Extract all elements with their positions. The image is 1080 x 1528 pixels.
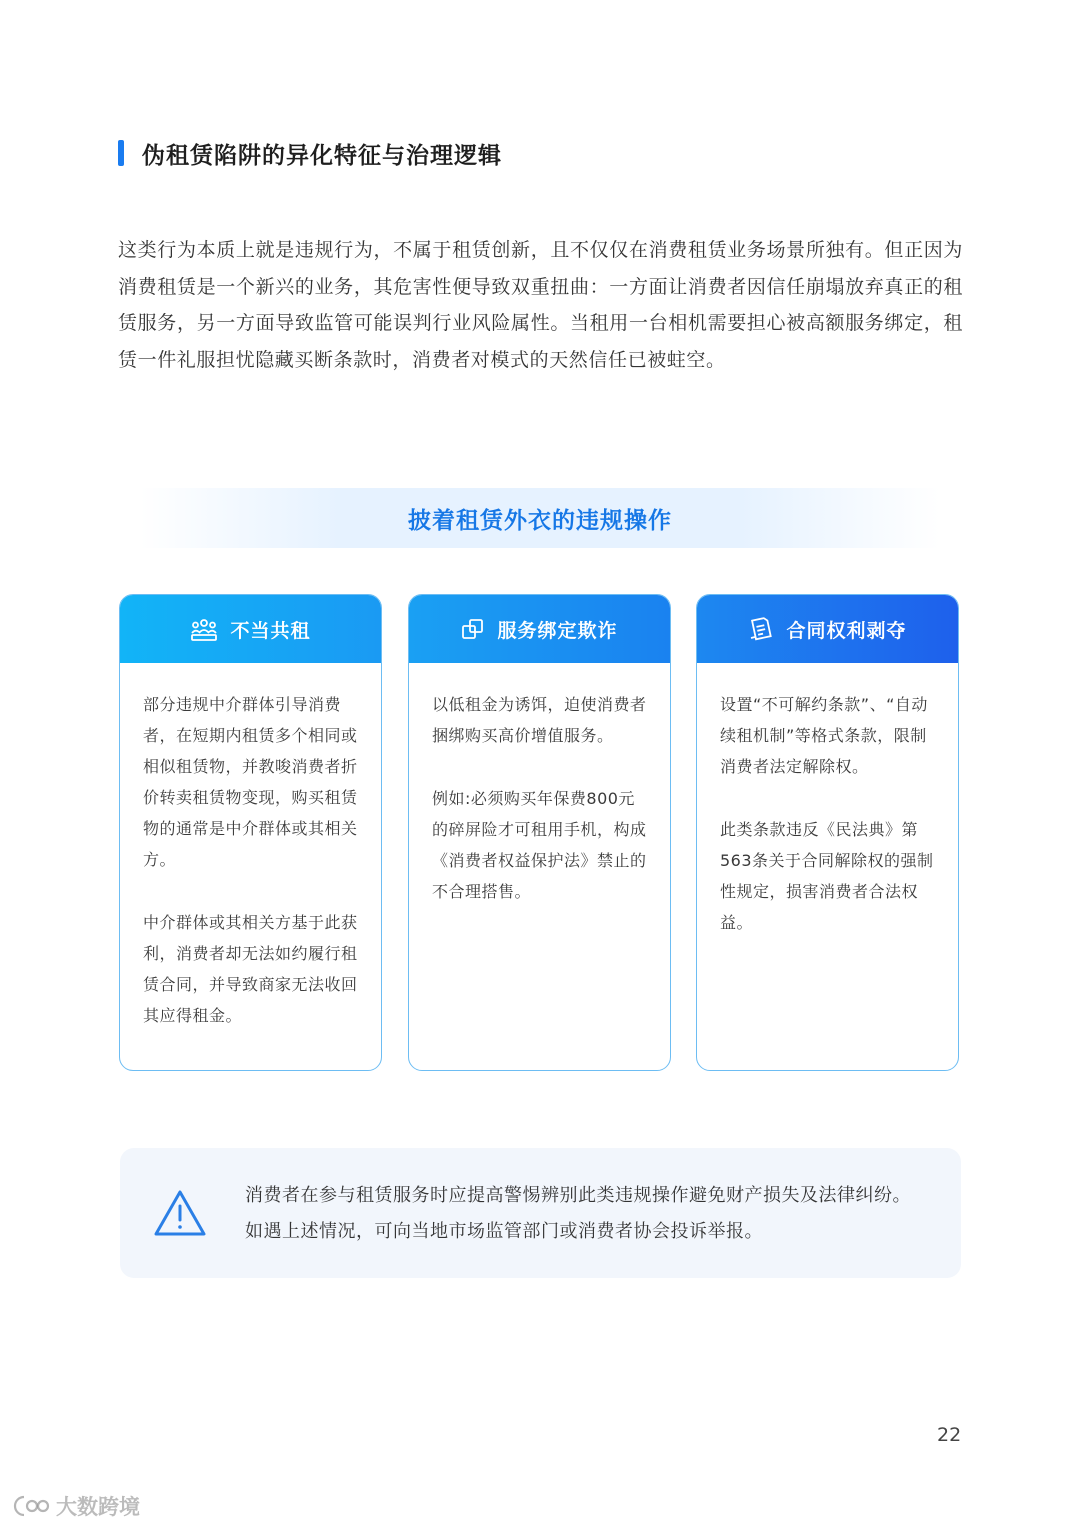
watermark bbox=[10, 1491, 140, 1521]
warning-icon bbox=[153, 1188, 207, 1242]
card-paragraph: 以低租金为诱饵，迫使消费者捆绑购买高价增值服务。 bbox=[432, 695, 647, 745]
card-paragraph: 中介群体或其相关方基于此获利，消费者却无法如约履行租赁合同，并导致商家无法收回其应得租金。 bbox=[143, 913, 358, 1025]
card-header bbox=[409, 595, 670, 663]
bundle-icon bbox=[461, 617, 485, 641]
watermark-text: 大数跨境 bbox=[56, 1495, 140, 1519]
crowd-icon bbox=[190, 616, 218, 642]
violations-banner bbox=[140, 488, 940, 548]
card-paragraph: 设置“不可解约条款”、“自动续租机制”等格式条款，限制消费者法定解除权。 bbox=[720, 695, 928, 776]
warning-notice bbox=[120, 1148, 961, 1278]
card-title: 合同权利剥夺 bbox=[786, 619, 907, 642]
card-header bbox=[120, 595, 381, 663]
card-paragraph: 此类条款违反《民法典》第563条关于合同解除权的强制性规定，损害消费者合法权益。 bbox=[720, 820, 934, 932]
card-improper-co-rental bbox=[119, 594, 382, 1071]
card-header bbox=[697, 595, 958, 663]
intro-paragraph: 这类行为本质上就是违规行为，不属于租赁创新，且不仅仅在消费租赁业务场景所独有。但正因为消费租赁是一个新兴的业务，其危害性便导致双重扭曲：一方面让消费者因信任崩塌放弃真正的租赁服务，另一方面导致监管可能误判行业风险属性。当租用一台相机需要担心被高额服务绑定，租赁一件礼服担忧隐藏买断条款时，消费者对模式的天然信任已被蛀空。 bbox=[118, 239, 963, 371]
card-body bbox=[409, 663, 670, 907]
card-contract-rights-deprivation bbox=[696, 594, 959, 1071]
card-title: 不当共租 bbox=[230, 619, 311, 642]
notice-text bbox=[245, 1178, 945, 1250]
section-heading bbox=[118, 136, 502, 170]
banner-title: 披着租赁外衣的违规操作 bbox=[408, 507, 672, 534]
card-paragraph: 部分违规中介群体引导消费者，在短期内租赁多个相同或相似租赁物，并教唆消费者折价转卖租赁物变现，购买租赁物的通常是中介群体或其相关方。 bbox=[143, 695, 358, 869]
watermark-logo-icon bbox=[10, 1493, 50, 1519]
section-title: 伪租赁陷阱的异化特征与治理逻辑 bbox=[142, 142, 502, 169]
card-body bbox=[697, 663, 958, 938]
contract-icon bbox=[748, 616, 774, 642]
heading-accent-bar bbox=[118, 140, 124, 166]
notice-line: 如遇上述情况，可向当地市场监管部门或消费者协会投诉举报。 bbox=[245, 1221, 763, 1242]
card-paragraph: 例如:必须购买年保费800元的碎屏险才可租用手机，构成《消费者权益保护法》禁止的不合理搭售。 bbox=[432, 789, 647, 901]
notice-line: 消费者在参与租赁服务时应提高警惕辨别此类违规操作避免财产损失及法律纠纷。 bbox=[245, 1185, 911, 1206]
card-service-bundling-fraud bbox=[408, 594, 671, 1071]
card-body bbox=[120, 663, 381, 1031]
page-number: 22 bbox=[937, 1424, 962, 1446]
card-title: 服务绑定欺诈 bbox=[497, 619, 618, 642]
